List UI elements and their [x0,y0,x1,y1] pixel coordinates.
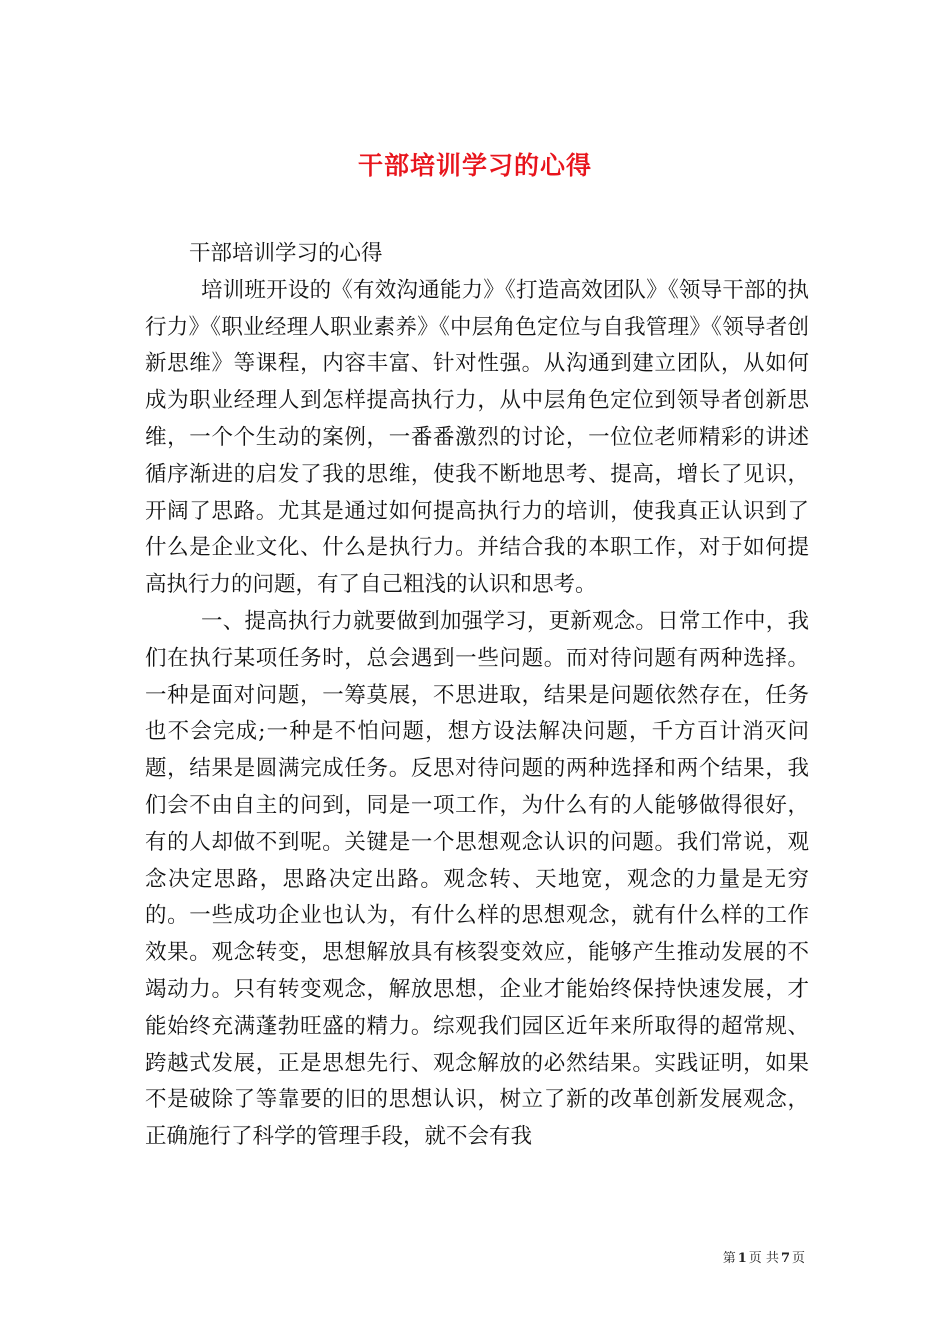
document-body [145,236,809,1156]
footer-prefix: 第 [722,1251,736,1266]
document-title: 干部培训学习的心得 [357,150,592,180]
footer-suffix: 页 [791,1251,805,1266]
document-subtitle: 干部培训学习的心得 [189,241,383,266]
paragraph-intro: 培训班开设的《有效沟通能力》《打造高效团队》《领导干部的执行力》《职业经理人职业素养》《中层角色定位与自我管理》《领导者创新思维》等课程，内容丰富、针对性强。从沟通到建立团队，从如何成为职业经理人到怎样提高执行力，从中层角色定位到领导者创新思维，一个个生动的案例，一番番激烈的讨论，一位位老师精彩的讲述循序渐进的启发了我的思维，使我不断地思考、提高，增长了见识，开阔了思路。尤其是通过如何提高执行力的培训，使我真正认识到了什么是企业文化、什么是执行力。并结合我的本职工作，对于如何提高执行力的问题，有了自己粗浅的认识和思考。 [145,277,809,598]
current-page-number: 1 [737,1251,747,1266]
footer-middle: 页 共 [748,1251,779,1266]
paragraph-section-one: 一、提高执行力就要做到加强学习，更新观念。日常工作中，我们在执行某项任务时，总会遇到一些问题。而对待问题有两种选择。一种是面对问题，一筹莫展，不思进取，结果是问题依然存在，任务也不会完成;一种是不怕问题，想方设法解决问题，千方百计消灭问题，结果是圆满完成任务。反思对待问题的两种选择和两个结果，我们会不由自主的问到，同是一项工作，为什么有的人能够做得很好，有的人却做不到呢。关键是一个思想观念认识的问题。我们常说，观念决定思路，思路决定出路。观念转、天地宽，观念的力量是无穷的。一些成功企业也认为，有什么样的思想观念，就有什么样的工作效果。观念转变，思想解放具有核裂变效应，能够产生推动发展的不竭动力。只有转变观念，解放思想，企业才能始终保持快速发展，才能始终充满蓬勃旺盛的精力。综观我们园区近年来所取得的超常规、跨越式发展，正是思想先行、观念解放的必然结果。实践证明，如果不是破除了等靠要的旧的思想认识，树立了新的改革创新发展观念，正确施行了科学的管理手段，就不会有我 [145,608,809,1150]
total-pages-number: 7 [780,1251,790,1266]
page-number-footer [723,1247,805,1266]
